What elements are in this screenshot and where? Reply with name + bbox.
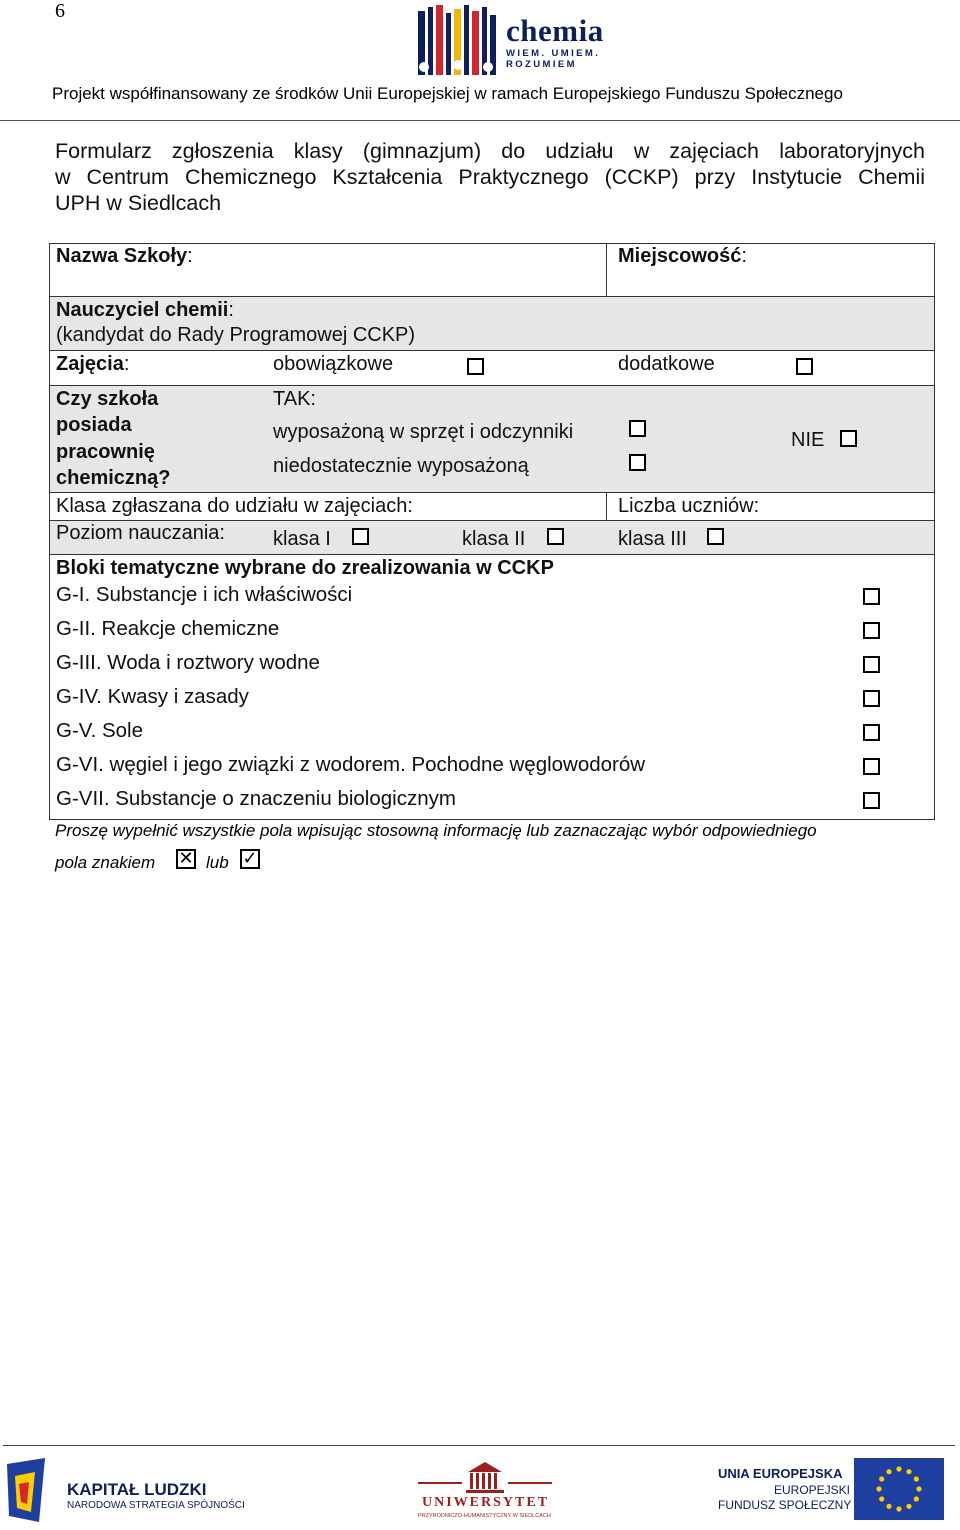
- footer-rule: [3, 1445, 955, 1446]
- level-label: Poziom nauczania:: [56, 522, 225, 544]
- eu-flag-icon: [854, 1458, 944, 1520]
- block-label-g7: G-VII. Substancje o znaczeniu biologicznym: [56, 787, 456, 810]
- lab-question-line-4: chemiczną?: [56, 467, 171, 489]
- level-2-checkbox[interactable]: [547, 528, 564, 545]
- university-title: UNIWERSYTET: [422, 1495, 550, 1510]
- lab-no-checkbox[interactable]: [840, 430, 857, 447]
- lab-question-line-1: Czy szkoła: [56, 388, 159, 410]
- chemia-logo-icon: [418, 5, 504, 77]
- kapital-ludzki-logo: [5, 1456, 245, 1526]
- block-checkbox-g3[interactable]: [863, 656, 880, 673]
- header-rule: [0, 120, 960, 121]
- form-title-line-1: Formularz zgłoszenia klasy (gimnazjum) do udziału w zajęciach laboratoryjnych: [55, 139, 925, 163]
- kapital-ludzki-title: KAPITAŁ LUDZKI: [67, 1480, 207, 1499]
- classes-additional-checkbox[interactable]: [796, 358, 813, 375]
- classes-mandatory-label: obowiązkowe: [273, 353, 394, 375]
- instructions-line-2-prefix: pola znakiem: [55, 853, 156, 872]
- university-logo: [418, 1460, 568, 1526]
- chemia-logo: [418, 5, 633, 77]
- x-mark-icon: ✕: [176, 849, 196, 869]
- level-3-checkbox[interactable]: [707, 528, 724, 545]
- lab-equipped-label: wyposażoną w sprzęt i odczynniki: [273, 421, 574, 443]
- chemia-logo-tagline: WIEM. UMIEM. ROZUMIEM: [506, 48, 601, 70]
- eu-line-3: FUNDUSZ SPOŁECZNY: [718, 1498, 852, 1512]
- block-label-g2: G-II. Reakcje chemiczne: [56, 617, 280, 640]
- block-label-g3: G-III. Woda i roztwory wodne: [56, 651, 320, 674]
- block-checkbox-g6[interactable]: [863, 758, 880, 775]
- locality-label: Miejscowość:: [618, 245, 747, 267]
- lab-insufficient-label: niedostatecznie wyposażoną: [273, 455, 529, 477]
- block-label-g5: G-V. Sole: [56, 719, 143, 742]
- lab-equipped-checkbox[interactable]: [629, 420, 646, 437]
- class-submitted-label: Klasa zgłaszana do udziału w zajęciach:: [56, 495, 413, 517]
- lab-no-label: NIE: [791, 429, 825, 451]
- instructions-line-1: Proszę wypełnić wszystkie pola wpisując stosowną informację lub zaznaczając wybór odpowiedniego: [55, 821, 817, 840]
- lab-question-line-3: pracownię: [56, 441, 155, 463]
- lab-insufficient-checkbox[interactable]: [629, 454, 646, 471]
- form-title: [55, 138, 925, 216]
- teacher-note: (kandydat do Rady Programowej CCKP): [56, 324, 416, 346]
- teacher-label: Nauczyciel chemii:: [56, 299, 234, 321]
- lab-yes-label: TAK:: [273, 388, 316, 410]
- project-funding-line: Projekt współfinansowany ze środków Unii Europejskiej w ramach Europejskiego Funduszu Społecznego: [52, 84, 843, 103]
- block-checkbox-g7[interactable]: [863, 792, 880, 809]
- page-number: 6: [55, 0, 65, 22]
- classes-label: Zajęcia:: [56, 353, 130, 375]
- chemia-logo-word: chemia: [506, 13, 604, 48]
- lab-question-line-2: posiada: [56, 414, 132, 436]
- level-1-label: klasa I: [273, 528, 331, 550]
- kapital-ludzki-subtitle: NARODOWA STRATEGIA SPÓJNOŚCI: [67, 1500, 245, 1511]
- level-2-label: klasa II: [462, 528, 526, 550]
- eu-line-1: UNIA EUROPEJSKA: [718, 1466, 843, 1481]
- block-checkbox-g5[interactable]: [863, 724, 880, 741]
- block-label-g1: G-I. Substancje i ich właściwości: [56, 583, 353, 606]
- eu-line-2: EUROPEJSKI: [774, 1483, 851, 1497]
- school-name-label: Nazwa Szkoły:: [56, 245, 193, 267]
- block-label-g6: G-VI. węgiel i jego związki z wodorem. Pochodne węglowodorów: [56, 753, 646, 776]
- block-checkbox-g2[interactable]: [863, 622, 880, 639]
- check-mark-icon: ✓: [240, 849, 260, 869]
- classes-mandatory-checkbox[interactable]: [467, 358, 484, 375]
- university-subtitle: PRZYRODNICZO-HUMANISTYCZNY W SIEDLCACH: [418, 1513, 551, 1519]
- form-title-line-2: w Centrum Chemicznego Kształcenia Praktycznego (CCKP) przy Instytucie Chemii: [55, 165, 925, 189]
- university-emblem-icon: [418, 1460, 552, 1494]
- eu-logo: [718, 1458, 958, 1526]
- students-count-label: Liczba uczniów:: [618, 495, 760, 517]
- classes-additional-label: dodatkowe: [618, 353, 715, 375]
- form-title-line-3: UPH w Siedlcach: [55, 191, 222, 215]
- kapital-ludzki-emblem-icon: [5, 1456, 53, 1524]
- level-3-label: klasa III: [618, 528, 687, 550]
- blocks-heading: Bloki tematyczne wybrane do zrealizowania w CCKP: [56, 557, 554, 579]
- instructions-or: lub: [206, 853, 229, 872]
- block-label-g4: G-IV. Kwasy i zasady: [56, 685, 249, 708]
- block-checkbox-g1[interactable]: [863, 588, 880, 605]
- level-1-checkbox[interactable]: [352, 528, 369, 545]
- block-checkbox-g4[interactable]: [863, 690, 880, 707]
